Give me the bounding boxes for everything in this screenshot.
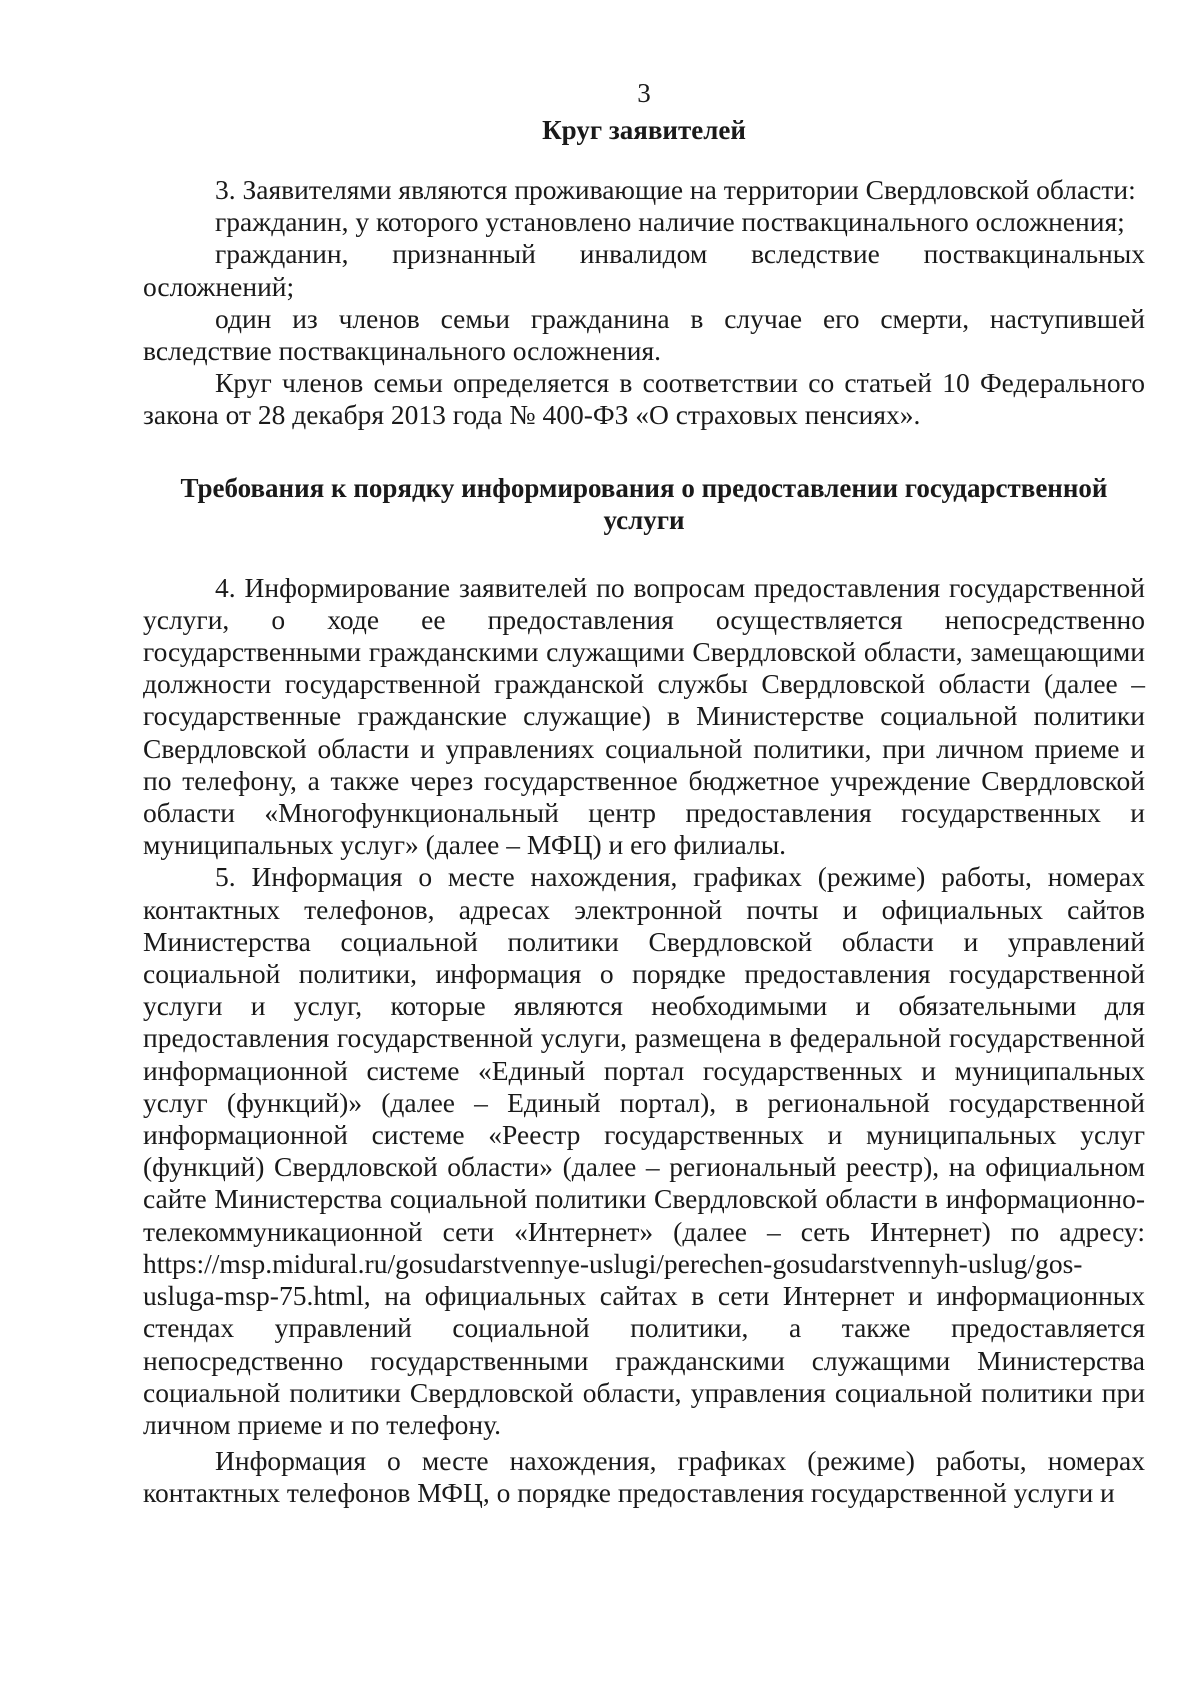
paragraph: один из членов семьи гражданина в случае его смерти, наступившей вследствие поствакцинального осложнения. [143,302,1145,367]
paragraph: 5. Информация о месте нахождения, графиках (режиме) работы, номерах контактных телефонов, адресах электронной почты и официальных сайтов Министерства социальной политики Свердловской области и управлений социальной политики, информация о порядке предоставления государственной услуги и услуг, которые являются необходимыми и обязательными для предоставления государственной услуги, размещена в федеральной государственной информационной системе «Единый портал государственных и муниципальных услуг (функций)» (далее – Единый портал), в региональной государственной информационной системе «Реестр государственных и муниципальных услуг (функций) Свердловской области» (далее – региональный реестр), на официальном сайте Министерства социальной политики Свердловской области в информационно-телекоммуникационной сети «Интернет» (далее – сеть Интернет) по адресу: https://msp.midural.ru/gosudarstvennye-uslugi/perechen-gosudarstvennyh-uslug/gos-usluga-msp-75.html, на официальных сайтах в сети Интернет и информационных стендах управлений социальной политики, а также предоставляется непосредственно государственными гражданскими служащими Министерства социальной политики Свердловской области, управления социальной политики при личном приеме и по телефону. [143,861,1145,1440]
page-content [143,72,1145,1510]
paragraph: гражданин, признанный инвалидом вследствие поствакцинальных осложнений; [143,238,1145,302]
paragraph: Информация о месте нахождения, графиках (режиме) работы, номерах контактных телефонов МФЦ, о порядке предоставления государственной услуги и [143,1445,1145,1509]
section-title-informing-requirements: Требования к порядку информирования о предоставлении государственной услуги [180,472,1108,535]
page-number: 3 [637,78,651,108]
paragraph: Круг членов семьи определяется в соответствии со статьей 10 Федерального закона от 28 декабря 2013 года № 400-ФЗ «О страховых пенсиях». [143,367,1145,431]
paragraph: гражданин, у которого установлено наличие поствакцинального осложнения; [215,206,1125,238]
paragraph: 4. Информирование заявителей по вопросам предоставления государственной услуги, о ходе ее предоставления осуществляется непосредственно государственными гражданскими служащими Свердловской области, замещающими должности государственной гражданской службы Свердловской области (далее – государственные гражданские служащие) в Министерстве социальной политики Свердловской области и управлениях социальной политики, при личном приеме и по телефону, а также через государственное бюджетное учреждение Свердловской области «Многофункциональный центр предоставления государственных и муниципальных услуг» (далее – МФЦ) и его филиалы. [143,571,1145,861]
section-title-applicants: Круг заявителей [542,115,746,145]
paragraph: 3. Заявителями являются проживающие на территории Свердловской области: [215,174,1136,205]
